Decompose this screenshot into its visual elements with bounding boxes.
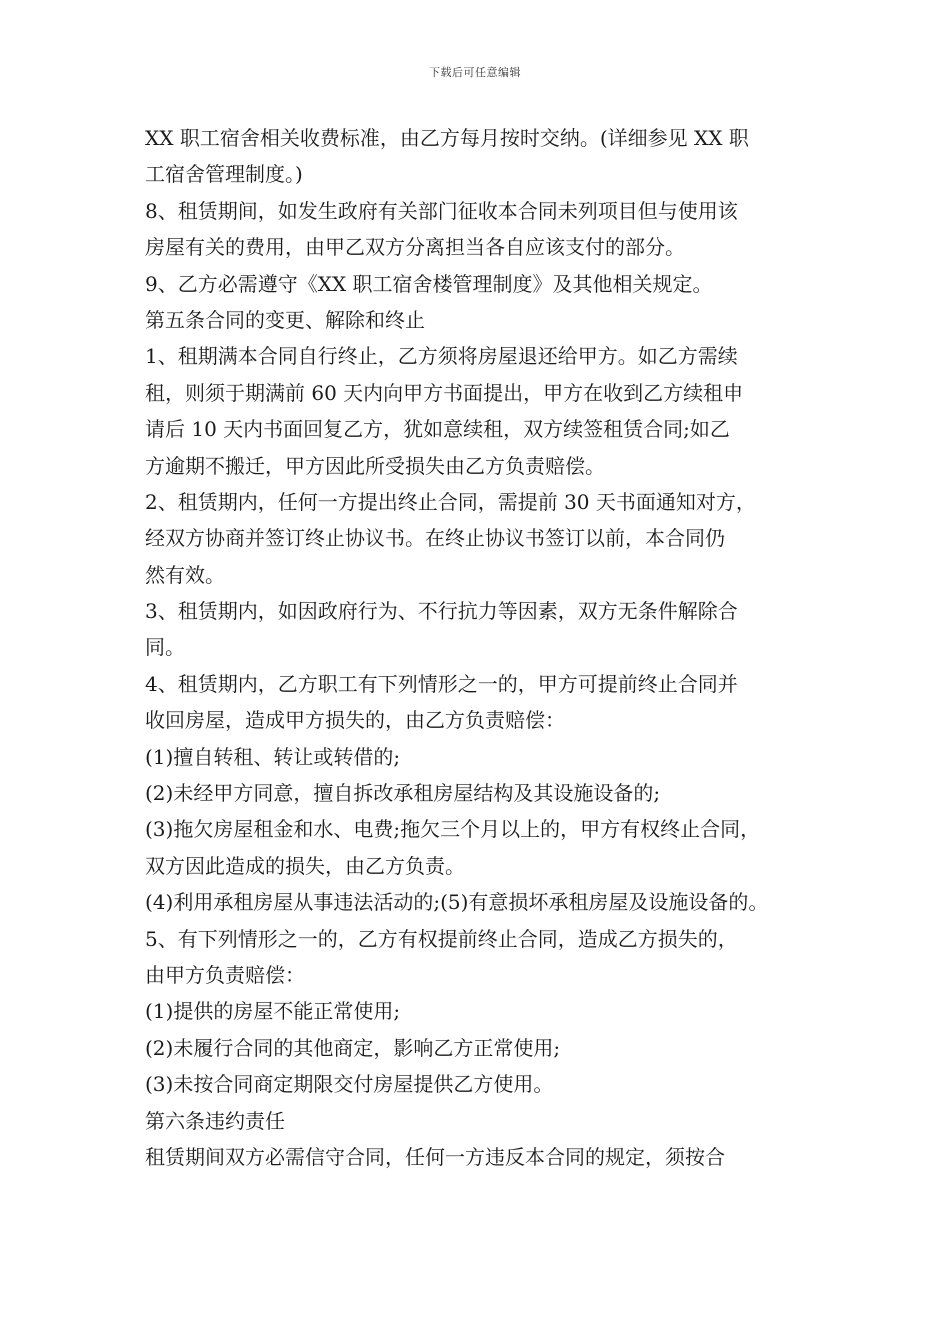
text-line: 经双方协商并签订终止协议书。在终止协议书签订以前，本合同仍 bbox=[145, 526, 725, 551]
text-line: 9、乙方必需遵守《XX 职工宿舍楼管理制度》及其他相关规定。 bbox=[145, 271, 713, 296]
text-line: 1、租期满本合同自行终止，乙方须将房屋退还给甲方。如乙方需续 bbox=[145, 344, 738, 369]
text-line: 双方因此造成的损失，由乙方负责。 bbox=[145, 853, 465, 878]
list-item: (1)提供的房屋不能正常使用; bbox=[145, 999, 401, 1024]
section-heading: 第五条合同的变更、解除和终止 bbox=[145, 307, 425, 332]
text-line: 方逾期不搬迁，甲方因此所受损失由乙方负责赔偿。 bbox=[145, 453, 605, 478]
list-item: (2)未经甲方同意，擅自拆改承租房屋结构及其设施设备的; bbox=[145, 781, 661, 806]
page-header: 下载后可任意编辑 bbox=[429, 66, 521, 79]
text-line: 3、租赁期内，如因政府行为、不行抗力等因素，双方无条件解除合 bbox=[145, 599, 738, 624]
text-line: 由甲方负责赔偿： bbox=[145, 962, 305, 987]
text-line: 然有效。 bbox=[145, 562, 225, 587]
text-line: 5、有下列情形之一的，乙方有权提前终止合同，造成乙方损失的， bbox=[145, 926, 738, 951]
text-line: 4、租赁期内，乙方职工有下列情形之一的，甲方可提前终止合同并 bbox=[145, 671, 738, 696]
text-line: 租，则须于期满前 60 天内向甲方书面提出，甲方在收到乙方续租申 bbox=[145, 380, 744, 405]
text-line: 8、租赁期间，如发生政府有关部门征收本合同未列项目但与使用该 bbox=[145, 198, 738, 223]
list-item: (3)拖欠房屋租金和水、电费;拖欠三个月以上的，甲方有权终止合同， bbox=[145, 817, 761, 842]
text-line: 房屋有关的费用，由甲乙双方分离担当各自应该支付的部分。 bbox=[145, 235, 685, 260]
text-line: 租赁期间双方必需信守合同，任何一方违反本合同的规定，须按合 bbox=[145, 1144, 725, 1169]
section-heading: 第六条违约责任 bbox=[145, 1108, 285, 1133]
text-line: 同。 bbox=[145, 635, 185, 660]
text-line: 2、租赁期内，任何一方提出终止合同，需提前 30 天书面通知对方， bbox=[145, 489, 756, 514]
list-item: (2)未履行合同的其他商定，影响乙方正常使用; bbox=[145, 1035, 561, 1060]
text-line: 收回房屋，造成甲方损失的，由乙方负责赔偿： bbox=[145, 708, 565, 733]
text-line: XX 职工宿舍相关收费标准，由乙方每月按时交纳。(详细参见 XX 职 bbox=[145, 126, 749, 150]
text-line: 工宿舍管理制度。) bbox=[145, 162, 303, 187]
document-body bbox=[145, 120, 825, 1175]
list-item: (4)利用承租房屋从事违法活动的;(5)有意损坏承租房屋及设施设备的。 bbox=[145, 890, 769, 915]
list-item: (3)未按合同商定期限交付房屋提供乙方使用。 bbox=[145, 1072, 554, 1097]
text-line: 请后 10 天内书面回复乙方，犹如意续租，双方续签租赁合同;如乙 bbox=[145, 417, 730, 442]
list-item: (1)擅自转租、转让或转借的; bbox=[145, 744, 401, 769]
